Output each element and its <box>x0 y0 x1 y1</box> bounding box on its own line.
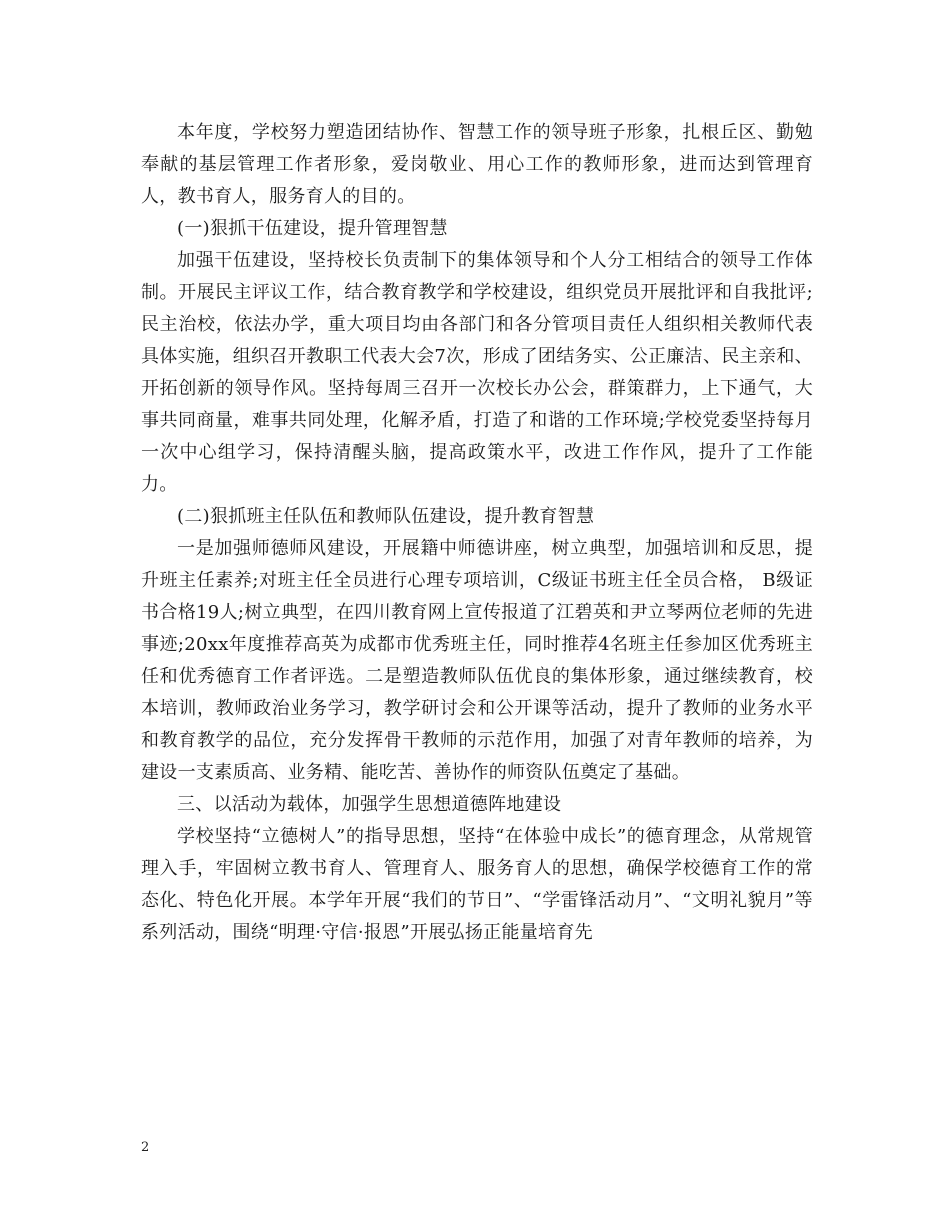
paragraph-teachers: 一是加强师德师风建设，开展籍中师德讲座，树立典型，加强培训和反思，提升班主任素养;对班主任全员进行心理专项培训，C级证书班主任全员合格， B级证书合格19人;树立典型，在四川教育网上宣传报道了江碧英和尹立琴两位老师的先进事迹;20xx年度推荐高英为成都市优秀班主任，同时推荐4名班主任参加区优秀班主任和优秀德育工作者评选。二是塑造教师队伍优良的集体形象，通过继续教育，校本培训，教师政治业务学习，教学研讨会和公开课等活动，提升了教师的业务水平和教育教学的品位，充分发挥骨干教师的示范作用，加强了对青年教师的培养，为建设一支素质高、业务精、能吃苦、善协作的师资队伍奠定了基础。 <box>141 538 813 783</box>
page-number: 2 <box>141 1140 150 1155</box>
document-body <box>141 117 813 949</box>
section-heading-leadership: (一)狠抓干伍建设，提升管理智慧 <box>177 218 448 239</box>
paragraph-intro: 本年度，学校努力塑造团结协作、智慧工作的领导班子形象，扎根丘区、勤勉奉献的基层管理工作者形象，爱岗敬业、用心工作的教师形象，进而达到管理育人，教书育人，服务育人的目的。 <box>141 122 813 207</box>
paragraph-moral-education: 学校坚持“立德树人”的指导思想，坚持“在体验中成长”的德育理念，从常规管理入手，牢固树立教书育人、管理育人、服务育人的思想，确保学校德育工作的常态化、特色化开展。本学年开展“我们的节日”、“学雷锋活动月”、“文明礼貌月”等系列活动，围绕“明理·守信·报恩”开展弘扬正能量培育先 <box>141 826 813 943</box>
paragraph-leadership: 加强干伍建设，坚持校长负责制下的集体领导和个人分工相结合的领导工作体制。开展民主评议工作，结合教育教学和学校建设，组织党员开展批评和自我批评;民主治校，依法办学，重大项目均由各部门和各分管项目责任人组织相关教师代表具体实施，组织召开教职工代表大会7次，形成了团结务实、公正廉洁、民主亲和、开拓创新的领导作风。坚持每周三召开一次校长办公会，群策群力，上下通气，大事共同商量，难事共同处理，化解矛盾，打造了和谐的工作环境;学校党委坚持每月一次中心组学习，保持清醒头脑，提高政策水平，改进工作作风，提升了工作能力。 <box>141 250 813 495</box>
section-heading-teachers: (二)狠抓班主任队伍和教师队伍建设，提升教育智慧 <box>177 506 595 527</box>
section-heading-moral-education: 三、以活动为载体，加强学生思想道德阵地建设 <box>177 794 562 815</box>
